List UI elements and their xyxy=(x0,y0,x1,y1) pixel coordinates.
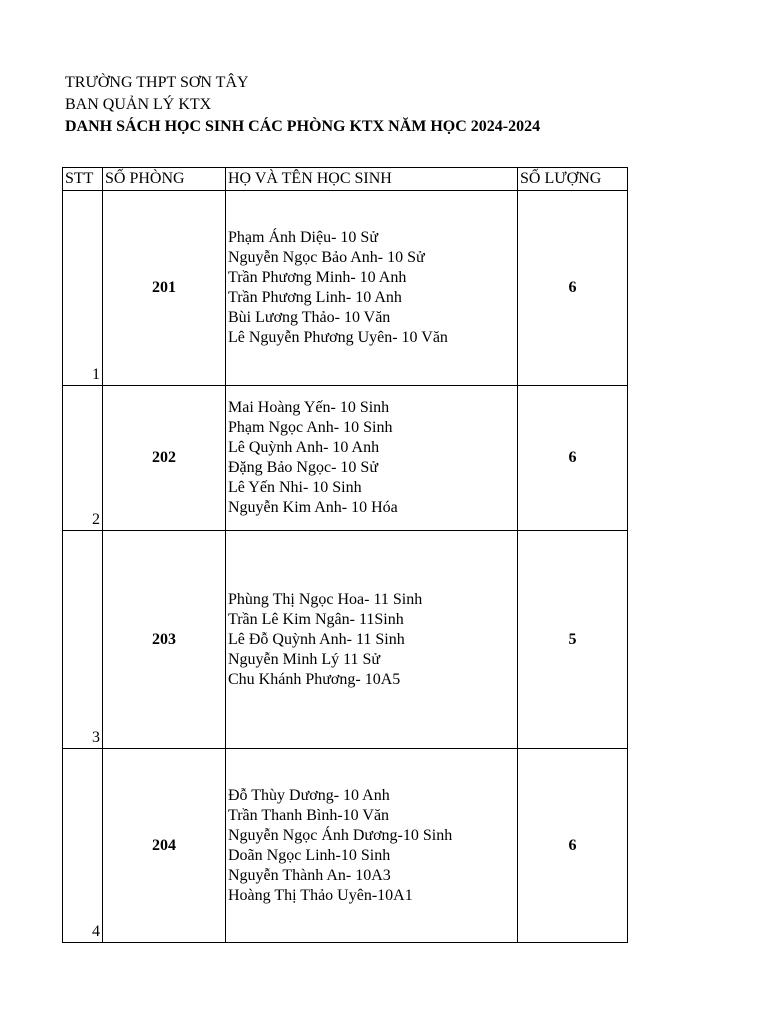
row-count: 6 xyxy=(518,386,628,531)
student-name: Hoàng Thị Thảo Uyên-10A1 xyxy=(228,886,413,904)
student-name: Lê Nguyễn Phương Uyên- 10 Văn xyxy=(228,329,448,346)
row-stt: 1 xyxy=(63,191,103,386)
student-name: Chu Khánh Phương- 10A5 xyxy=(228,670,401,688)
student-name: Nguyễn Thành An- 10A3 xyxy=(228,866,391,884)
student-name: Nguyễn Kim Anh- 10 Hóa xyxy=(228,499,398,516)
header-names: HỌ VÀ TÊN HỌC SINH xyxy=(226,168,518,191)
student-name: Nguyễn Ngọc Ánh Dương-10 Sinh xyxy=(228,826,453,844)
student-name: Trần Lê Kim Ngân- 11Sinh xyxy=(228,610,404,628)
table-row xyxy=(63,191,628,386)
student-name: Phạm Ngọc Anh- 10 Sinh xyxy=(228,419,393,436)
header-room: SỐ PHÒNG xyxy=(103,168,226,191)
row-names xyxy=(226,531,518,749)
row-room: 204 xyxy=(103,749,226,943)
row-room: 202 xyxy=(103,386,226,531)
table-header-row xyxy=(63,168,628,191)
student-name: Đặng Bảo Ngọc- 10 Sử xyxy=(228,459,378,476)
row-stt: 4 xyxy=(63,749,103,943)
management-board: BAN QUẢN LÝ KTX xyxy=(65,96,212,113)
student-name: Nguyễn Ngọc Bảo Anh- 10 Sử xyxy=(228,249,425,266)
table-row xyxy=(63,531,628,749)
student-name: Bùi Lương Thảo- 10 Văn xyxy=(228,309,391,326)
student-name: Mai Hoàng Yến- 10 Sinh xyxy=(228,399,390,416)
school-name: TRƯỜNG THPT SƠN TÂY xyxy=(65,74,249,91)
row-names xyxy=(226,386,518,531)
header-count: SỐ LƯỢNG xyxy=(518,168,628,191)
document-header xyxy=(65,72,540,138)
row-names xyxy=(226,749,518,943)
student-name: Lê Yến Nhi- 10 Sinh xyxy=(228,479,362,496)
student-name: Nguyễn Minh Lý 11 Sử xyxy=(228,650,381,668)
row-stt: 3 xyxy=(63,531,103,749)
table-row xyxy=(63,749,628,943)
student-name: Doãn Ngọc Linh-10 Sinh xyxy=(228,846,391,864)
row-names xyxy=(226,191,518,386)
row-room: 203 xyxy=(103,531,226,749)
table-row xyxy=(63,386,628,531)
header-stt: STT xyxy=(63,168,103,191)
row-count: 5 xyxy=(518,531,628,749)
document-title: DANH SÁCH HỌC SINH CÁC PHÒNG KTX NĂM HỌC 2024-2024 xyxy=(65,118,541,135)
student-name: Phạm Ánh Diệu- 10 Sử xyxy=(228,229,378,246)
student-name: Phùng Thị Ngọc Hoa- 11 Sinh xyxy=(228,590,423,608)
dormitory-table xyxy=(62,167,628,943)
row-count: 6 xyxy=(518,749,628,943)
student-name: Trần Phương Minh- 10 Anh xyxy=(228,269,407,286)
student-name: Lê Quỳnh Anh- 10 Anh xyxy=(228,439,380,456)
student-name: Trần Phương Linh- 10 Anh xyxy=(228,289,402,306)
row-room: 201 xyxy=(103,191,226,386)
row-count: 6 xyxy=(518,191,628,386)
student-name: Đỗ Thùy Dương- 10 Anh xyxy=(228,786,390,804)
student-name: Trần Thanh Bình-10 Văn xyxy=(228,806,390,824)
row-stt: 2 xyxy=(63,386,103,531)
student-name: Lê Đỗ Quỳnh Anh- 11 Sinh xyxy=(228,630,405,648)
